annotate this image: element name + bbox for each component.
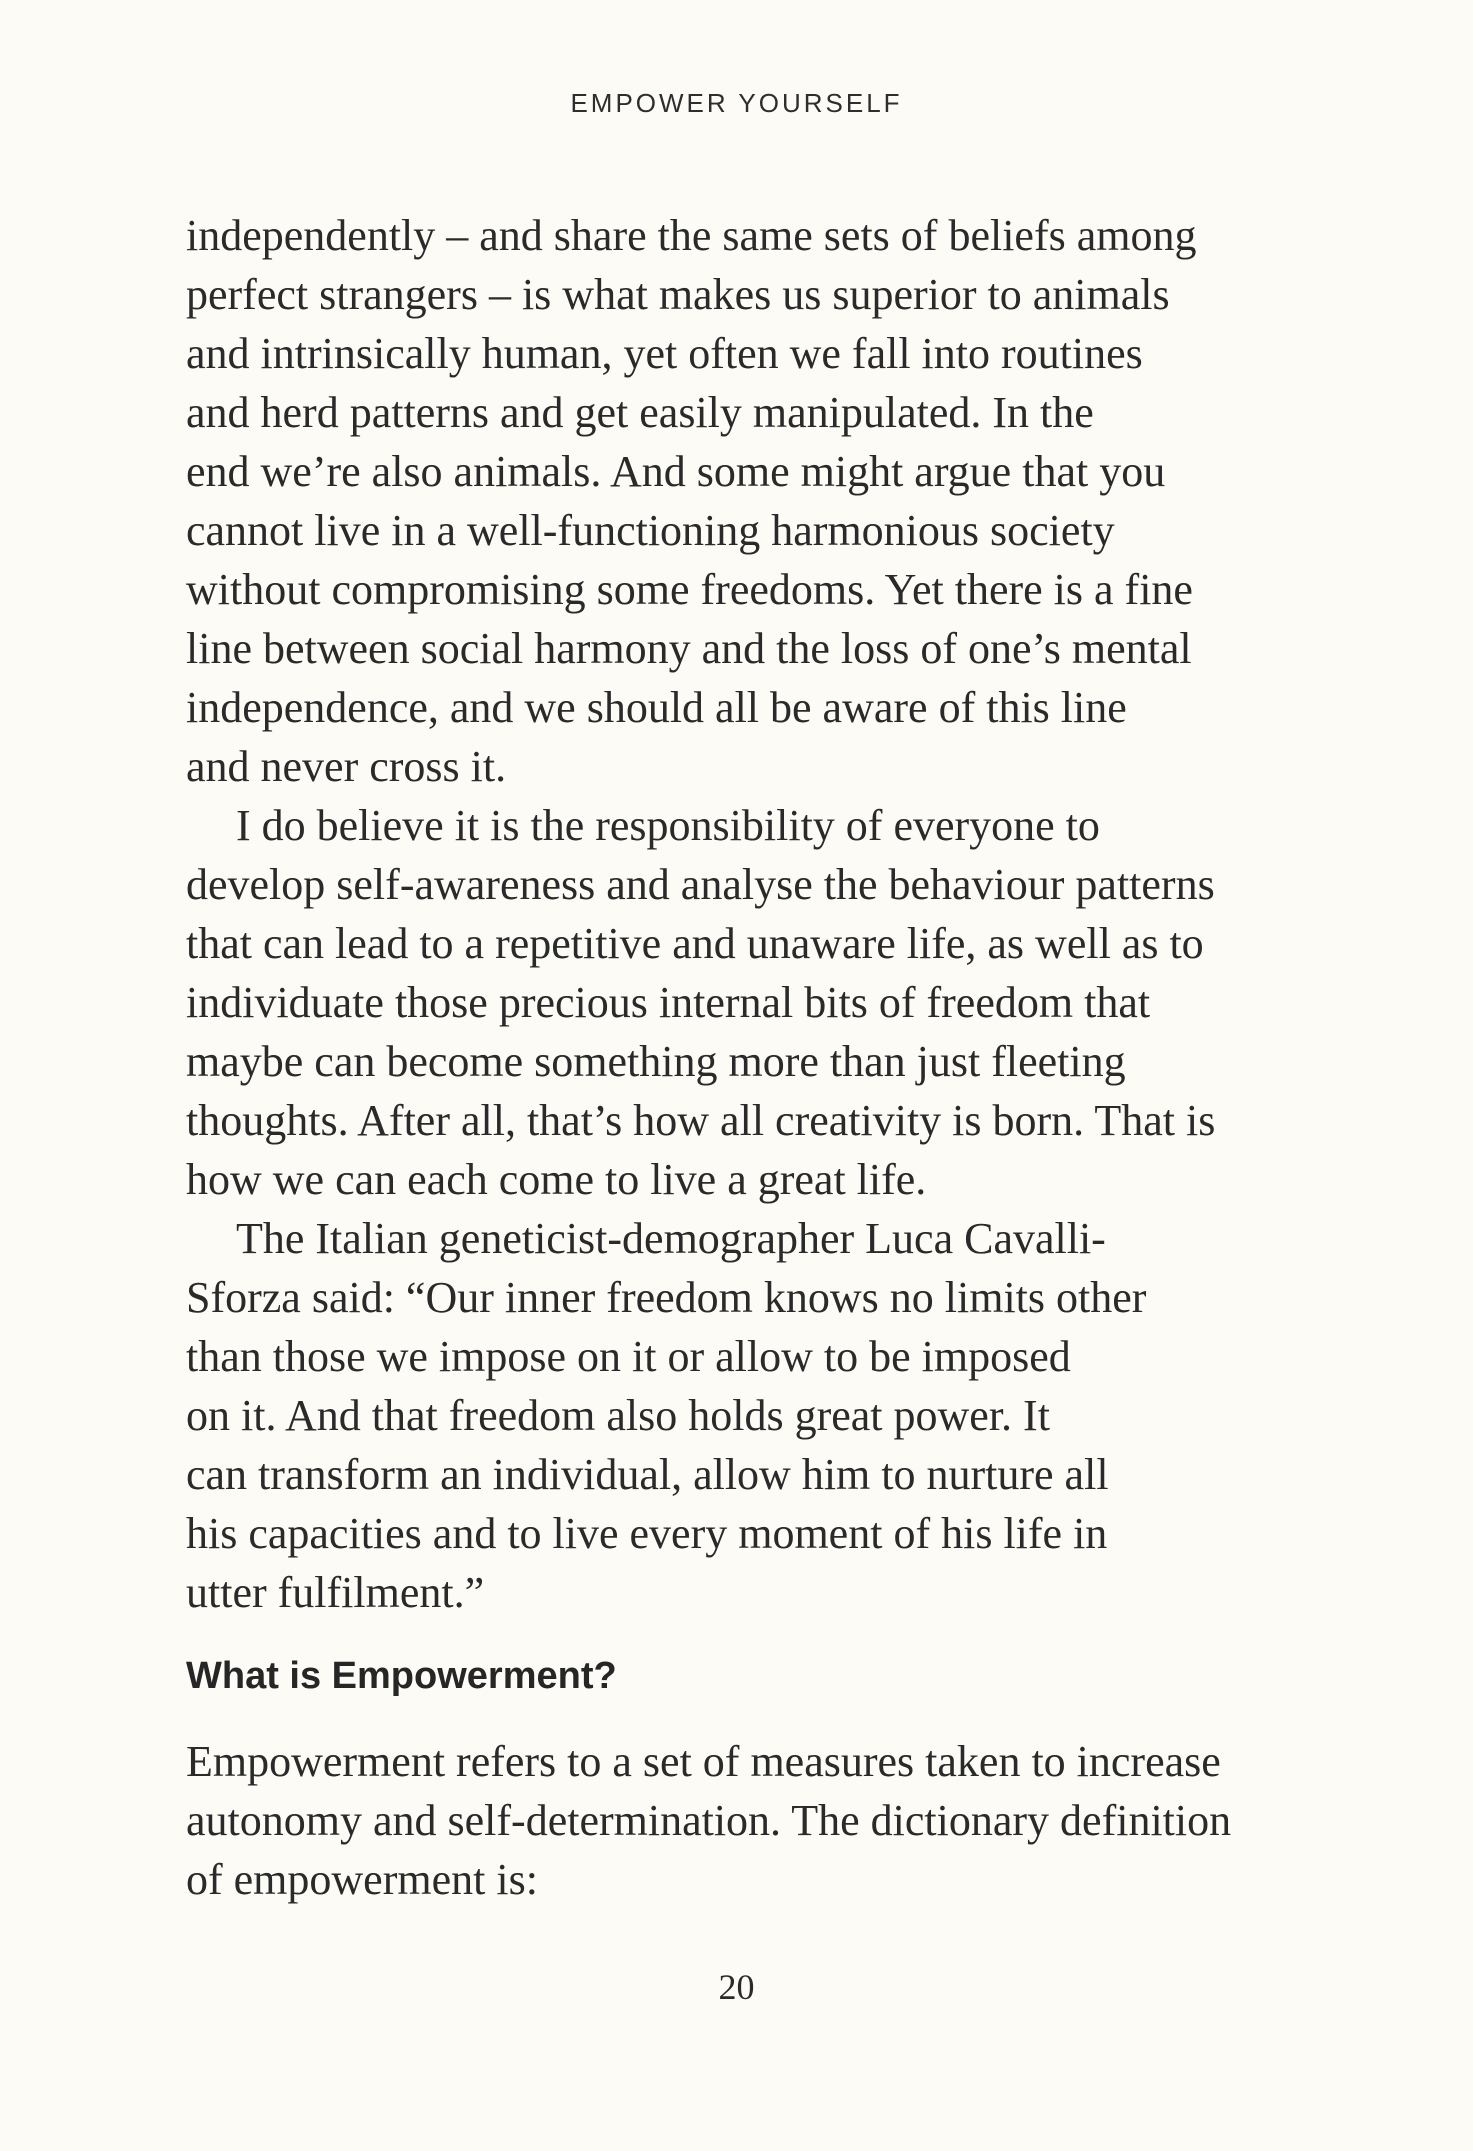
text-line: on it. And that freedom also holds great power. It — [186, 1391, 1050, 1440]
text-line: and herd patterns and get easily manipulated. In the — [186, 388, 1094, 437]
text-line: perfect strangers – is what makes us superior to animals — [186, 270, 1170, 319]
text-line: Empowerment refers to a set of measures taken to increase — [186, 1737, 1221, 1786]
text-line: thoughts. After all, that’s how all creativity is born. That is — [186, 1096, 1216, 1145]
text-line: individuate those precious internal bits of freedom that — [186, 978, 1151, 1027]
paragraph-2 — [186, 796, 1306, 1209]
text-line: of empowerment is: — [186, 1855, 538, 1904]
text-line: how we can each come to live a great life. — [186, 1155, 927, 1204]
body-text — [186, 206, 1306, 1622]
section-body — [186, 1732, 1306, 1909]
section-heading: What is Empowerment? — [186, 1655, 617, 1697]
text-line: I do believe it is the responsibility of everyone to — [236, 801, 1100, 850]
text-line: The Italian geneticist-demographer Luca Cavalli- — [236, 1214, 1106, 1263]
paragraph-3 — [186, 1209, 1306, 1622]
text-line: maybe can become something more than just fleeting — [186, 1037, 1126, 1086]
text-line: utter fulfilment.” — [186, 1568, 485, 1617]
text-line: and intrinsically human, yet often we fall into routines — [186, 329, 1143, 378]
running-title: EMPOWER YOURSELF — [570, 88, 903, 118]
text-line: develop self-awareness and analyse the behaviour patterns — [186, 860, 1215, 909]
text-line: Sforza said: “Our inner freedom knows no limits other — [186, 1273, 1147, 1322]
paragraph-1 — [186, 206, 1306, 796]
text-line: autonomy and self-determination. The dictionary definition — [186, 1796, 1232, 1845]
text-line: that can lead to a repetitive and unaware life, as well as to — [186, 919, 1204, 968]
text-line: than those we impose on it or allow to be imposed — [186, 1332, 1071, 1381]
text-line: can transform an individual, allow him to nurture all — [186, 1450, 1109, 1499]
text-line: independently – and share the same sets of beliefs among — [186, 211, 1197, 260]
text-line: end we’re also animals. And some might argue that you — [186, 447, 1166, 496]
text-line: his capacities and to live every moment of his life in — [186, 1509, 1108, 1558]
text-line: independence, and we should all be aware of this line — [186, 683, 1127, 732]
text-line: without compromising some freedoms. Yet there is a fine — [186, 565, 1193, 614]
text-line: line between social harmony and the loss of one’s mental — [186, 624, 1192, 673]
text-line: and never cross it. — [186, 742, 507, 791]
text-line: cannot live in a well-functioning harmonious society — [186, 506, 1115, 555]
page-number: 20 — [718, 1967, 755, 2007]
